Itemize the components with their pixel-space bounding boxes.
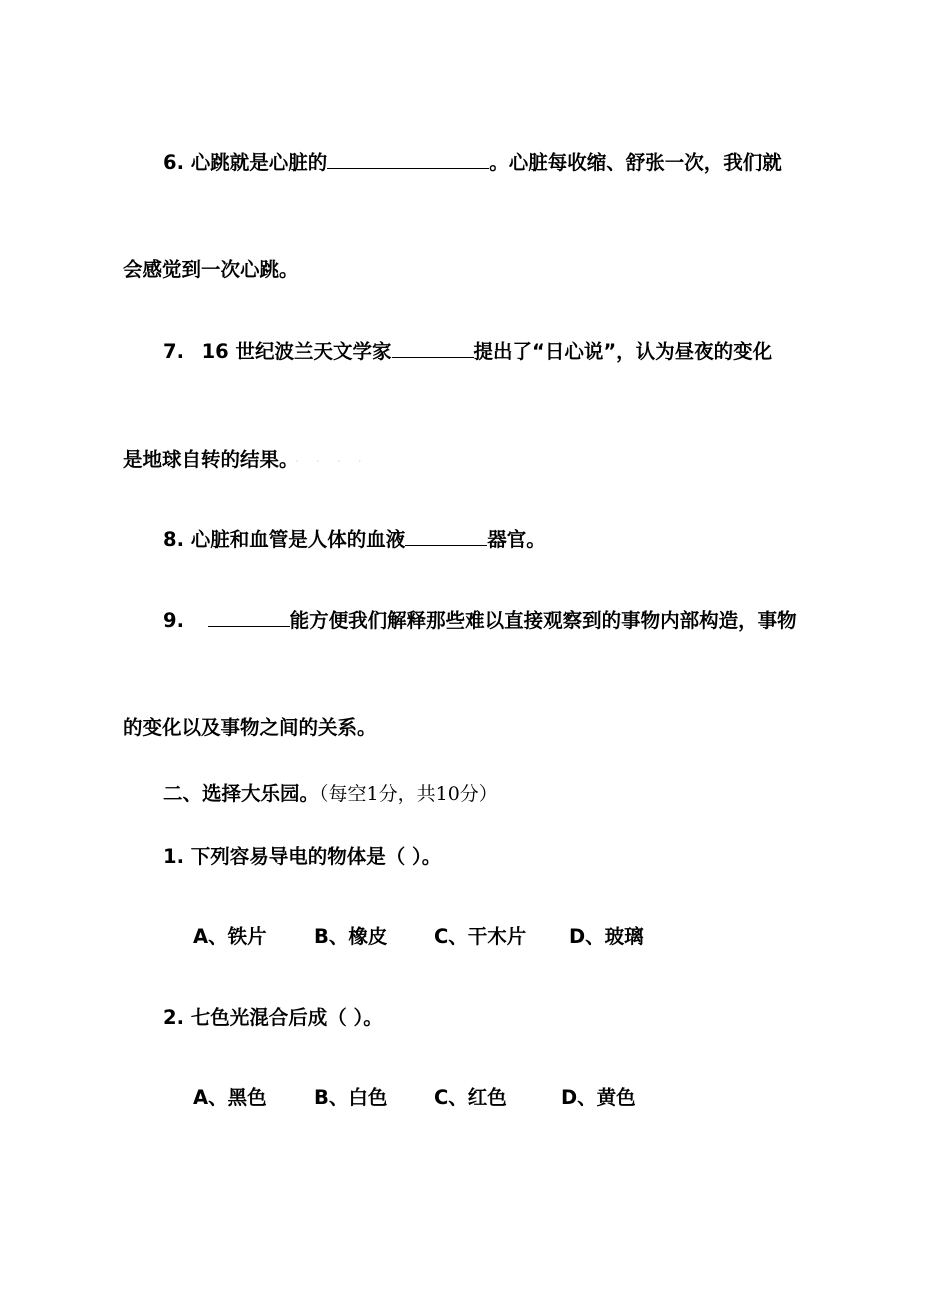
question-7-text-after: 提出了“日心说”，认为昼夜的变化 — [473, 340, 773, 363]
choice-question-1-stem: 1. 下列容易导电的物体是（ ）。 — [163, 845, 442, 868]
question-7-continuation: 是地球自转的结果。 — [123, 448, 289, 471]
choice-question-2-options — [193, 1086, 636, 1110]
question-6-blank[interactable] — [327, 150, 489, 169]
question-6-number: 6. — [163, 151, 184, 174]
question-9-line-1 — [163, 608, 797, 633]
section-2-points: （每空1分，共10分） — [319, 783, 498, 805]
choice-question-2-stem: 2. 七色光混合后成（ ）。 — [163, 1006, 383, 1029]
section-2-title: 二、选择大乐园。 — [163, 782, 320, 805]
question-9-text-after: 能方便我们解释那些难以直接观察到的事物内部构造，事物 — [289, 609, 797, 632]
question-7-blank[interactable] — [392, 339, 474, 358]
question-8-text-before: 心脏和血管是人体的血液 — [190, 528, 406, 551]
question-7-line-2 — [123, 448, 368, 474]
question-7-number: 7. — [163, 340, 184, 363]
choice-1-option-d[interactable]: D、玻璃 — [569, 925, 644, 948]
question-9-blank[interactable] — [208, 608, 290, 627]
choice-1-option-a[interactable]: A、铁片 — [193, 925, 267, 948]
question-8-blank[interactable] — [405, 527, 487, 546]
question-9-number: 9. — [163, 609, 184, 632]
question-8-text-after: 器官。 — [487, 528, 546, 551]
question-6-text-after: 。心脏每收缩、舒张一次，我们就 — [489, 151, 782, 174]
question-7-text-before: 16 世纪波兰天文学家 — [201, 340, 392, 363]
choice-2-option-b[interactable]: B、白色 — [314, 1086, 388, 1109]
question-8-line — [163, 527, 546, 552]
question-6-text-before: 心跳就是心脏的 — [190, 151, 328, 174]
question-6-line-2: 会感觉到一次心跳。 — [123, 258, 299, 281]
choice-1-option-c[interactable]: C、干木片 — [434, 925, 527, 948]
question-9-line-2: 的变化以及事物之间的关系。 — [123, 716, 377, 739]
choice-2-option-c[interactable]: C、红色 — [434, 1086, 507, 1109]
choice-2-option-a[interactable]: A、黑色 — [193, 1086, 267, 1109]
section-2-heading — [163, 782, 498, 806]
question-6-line-1 — [163, 150, 782, 175]
choice-question-1-options — [193, 925, 644, 949]
choice-2-option-d[interactable]: D、黄色 — [561, 1086, 636, 1109]
choice-1-option-b[interactable]: B、橡皮 — [314, 925, 388, 948]
question-7-line-1 — [163, 339, 772, 364]
faint-artifact: · · · · — [294, 454, 368, 470]
question-8-number: 8. — [163, 528, 184, 551]
